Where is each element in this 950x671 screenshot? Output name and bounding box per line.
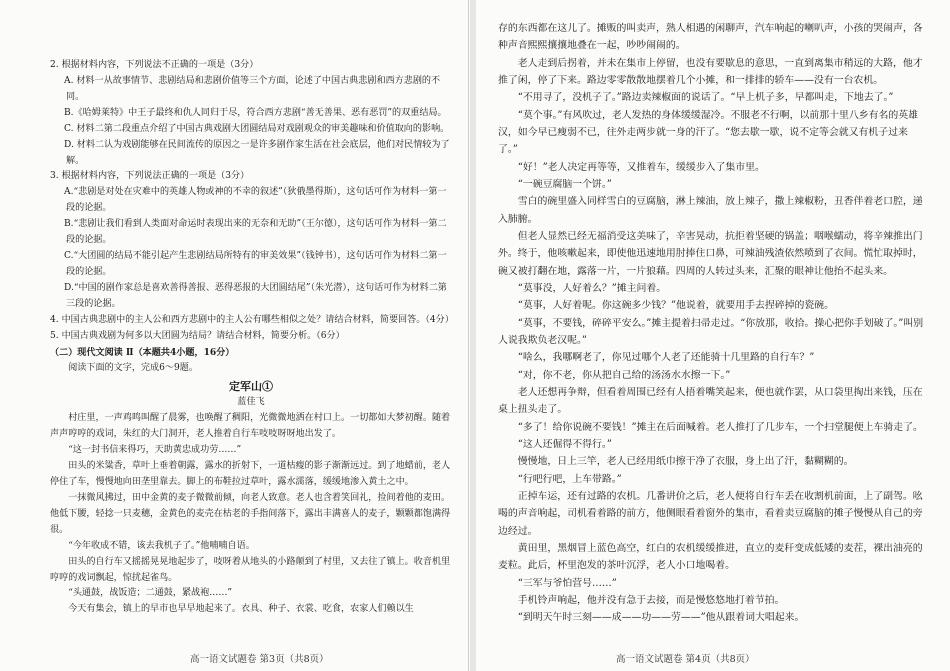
left-paragraph: 一抹微风拂过，田中金黄的麦子微微前倾，向老人致意。老人也含着笑回礼，捡间着他的麦田。他低下腰，轻捻一只麦穗，金黄色的麦壳在枯老的手指间落下，露出丰满喜人的麦子，颗颗都饱满得很。: [50, 492, 451, 535]
story-author: 蓝佳飞: [237, 397, 265, 408]
right-paragraph: “不用寻了，没机子了。”路边卖辣椒面的说话了。“早上机子多，早都叫走，下地去了。”: [517, 92, 894, 104]
q2-stem: 2. 根据材料内容，下列说法不正确的一项是（3分）: [50, 60, 259, 70]
right-paragraph: 老人还想再争辩，但看着周围已经有人捂着嘴笑起来，便也就作罢，从口袋里掏出来钱，压在桌上扭头走了。: [498, 386, 923, 416]
left-paragraph: “头通鼓，战饭造；二通鼓，紧战袍……”: [68, 588, 233, 599]
q2-option-c: C. 材料二第二段重点介绍了中国古典戏剧大团圆结局对戏剧观众的审美趣味和价值取向的影响。: [64, 123, 450, 134]
page-fold-line: [468, 0, 469, 671]
q2-option-b: B.《哈姆莱特》中王子最终和仇人同归于尽，符合西方悲剧“善无善果、恶有恶罚”的双重结局。: [64, 107, 447, 118]
right-page: [476, 0, 950, 671]
section-instruction: 阅读下面的文字，完成6～9题。: [68, 362, 198, 373]
story-title: 定军山①: [229, 380, 273, 394]
right-paragraph: “这人还倔得不得行。”: [517, 438, 612, 450]
section-heading: （二）现代文阅读 Ⅱ（本题共4小题，16分）: [50, 346, 235, 358]
right-column: [498, 20, 926, 626]
right-paragraph: 雪白的碗里盛入同样雪白的豆腐脑，淋上辣油，放上辣子，撒上辣椒粉，丑香伴着老口腔，递入肺腑。: [498, 196, 923, 225]
left-paragraph: 村庄里，一声鸡鸣叫醒了晨雾，也唤醒了稠阳，光微微地洒在村口上。一切都如大梦初醒。随着声声哼哼的戏词，朱红的大门洞开，老人推着自行车吱吱呀呀地出发了。: [50, 413, 451, 440]
right-paragraph: 存的东西都在这儿了。摊贩的叫卖声，熟人相遇的闲聊声，汽车响起的喇叭声，小孩的哭闹声，各种声音熙熙攘攘地叠在一起，吵吵闹闹的。: [498, 23, 923, 52]
right-paragraph: “三军与爷怕营号……”: [517, 577, 617, 589]
right-paragraph: 慢慢地，日上三竿，老人已经用纸巾擦干净了衣服，身上出了汗，黏糊糊的。: [517, 456, 854, 468]
q3-option-a: A.“悲剧是对处在灾难中的英雄人物或神的不幸的叙述”（狄俄墨得斯），这句话可作为材料一第一段的论据。: [64, 187, 447, 214]
right-paragraph: “好！”老人决定再等等，又推着车，缓缓步入了集市里。: [517, 161, 765, 173]
left-page-footer: 高一语文试题卷 第3页（共8页）: [190, 654, 329, 665]
q3-stem: 3. 根据材料内容，下列说法正确的一项是（3分）: [50, 171, 250, 182]
left-paragraph: 田头的米粱香，草叶上垂着朝露，露水的折射下，一道枯瘦的影子渐渐远过。到了地蜡前，老人停住了车，慢慢地向田垄里靠去。脚上的布鞋拉过草叶，露水濡落，缓缓地渗入黄土之中。: [50, 461, 451, 487]
left-page: [0, 0, 470, 671]
right-paragraph: “啥么，我哪啊老了，你见过哪个人老了还能骑十几里路的自行车？”: [517, 352, 815, 364]
left-paragraph: 田头的自行车又摇摇晃晃地起步了，吱呀着从地头的小路颠到了村里，又去往了镇上。收音机里哼哼的戏词飘起，惊扰起雀鸟。: [50, 556, 451, 583]
right-paragraph: “莫个事。”有风吹过，老人发热的身体缓缓湿冷。不服老不行啊，以前那十里八乡有名的英雄汉，如今早已瘦弱不已，往外走两步就一身的汗了。“您去歇一歇，说不定等会就又有机子过来了。”: [498, 109, 918, 156]
right-paragraph: “一碗豆腐脑一个饼。”: [517, 178, 612, 190]
q5: 5. 中国古典戏剧为何多以大团圆为结局？请结合材料，简要分析。（6分）: [50, 330, 345, 341]
right-paragraph: 手机铃声响起，他并没有急于去接，而是慢悠悠地打着节拍。: [517, 594, 785, 606]
q3-option-b: B.“悲剧让我们看到人类面对命运时表现出来的无奈和无助”（王尔德），这句话可作为材料一第二段的论据。: [64, 219, 447, 246]
right-paragraph: “行吧行吧，上车带路。”: [517, 473, 622, 485]
left-paragraph: “这一封书信来得巧，天助黄忠成功劳……”: [68, 445, 242, 456]
right-paragraph: 黄田里，黑烟冒上蓝色高空，红白的农机缓缓推进，直立的麦秆变成低矮的麦茬，裸出油亮的麦粒。此后，杯里泡发的茶叶沉浮，老人小口地喝着。: [498, 542, 923, 572]
q3-option-c: C.“大团圆的结局不能引起产生悲剧结局所特有的审美效果”（钱钟书），这句话可作为材料二第一段的论据。: [64, 251, 447, 277]
right-paragraph: 但老人显然已经无福消受这美味了，辛害晃动，抗拒着坚硬的锅盖；咽喉蠕动，将辛辣推出门外。终于，他咳嗽起来，即使他迅速地用肘捧住口鼻，可辣油残渣依然喷到了衣间。慌忙取掉时，碗又被打翻在地，露落一片，一片狼藉。四周的人转过头来，汇聚的眼神让他抬不起头来。: [498, 230, 923, 277]
left-paragraph: 今天有集会，镇上的早市也早早地起来了。衣具、种子、衣裳、吃食，农家人们赖以生: [68, 604, 414, 615]
right-page-footer: 高一语文试题卷 第4页（共8页）: [616, 654, 755, 665]
left-column: [50, 58, 452, 618]
q2-option-a: A. 材料一从故事情节、悲剧结局和悲剧价值等三个方面，论述了中国古典悲剧和西方悲剧的不同。: [64, 75, 441, 102]
q2-option-d: D. 材料二认为戏剧能够在民间流传的原因之一是许多剧作家生活在社会底层，他们对民情较为了解。: [64, 139, 450, 166]
right-paragraph: “对，你不老，你从把自己给的汤汤水水擦一下。”: [517, 369, 731, 381]
q4: 4. 中国古典悲剧中的主人公和西方悲剧中的主人公有哪些相似之处？请结合材料，简要回答。（4分）: [50, 314, 454, 325]
right-paragraph: 正掉车运，还有过路的农机。几番讲价之后，老人便将自行车丢在收割机前面，上了副驾。吆喝的声音响起，司机看着路的前方，他侧眼看着窗外的集市，看着卖豆腐脑的摊子慢慢从自己的旁边经过。: [498, 490, 923, 537]
q3-option-d: D.“中国的剧作家总是喜欢善得善报、恶得恶报的大团圆结尾”（朱光潜），这句话可作为材料二第三段的论据。: [64, 282, 447, 309]
right-paragraph: 老人走到后拐着，并未在集市上停留，也没有要歇息的意思，一直到离集市稍远的大路，他才推了闲，停了下来。路边零零散散地摆着几个小摊，和一排排的轿车——没有一台农机。: [498, 57, 923, 86]
right-paragraph: “莫事没，人好着么？”摊主问着。: [517, 282, 667, 294]
right-paragraph: “到明天午时三刻——成——功——劳——”他从跟着词大唱起来。: [517, 612, 805, 624]
right-paragraph: “莫事，人好着呢。你这碗多少钱？”他说着，就要用手去捏碎掉的瓷碗。: [517, 300, 835, 312]
left-paragraph: “今年收成不错，该去我机子了。”他喃喃自语。: [68, 540, 255, 551]
right-paragraph: “多了！给你说碗不要钱！”摊主在后面喊着。老人推打了几步车，一个扫堂腿便上车骑走了。: [517, 421, 923, 433]
right-paragraph: “莫事，不要钱，碎碎平安么。”摊主提着扫帚走过。“你放那，收拾。操心把你手划破了。”叫别人说我欺负老汉呢。”: [498, 317, 924, 346]
